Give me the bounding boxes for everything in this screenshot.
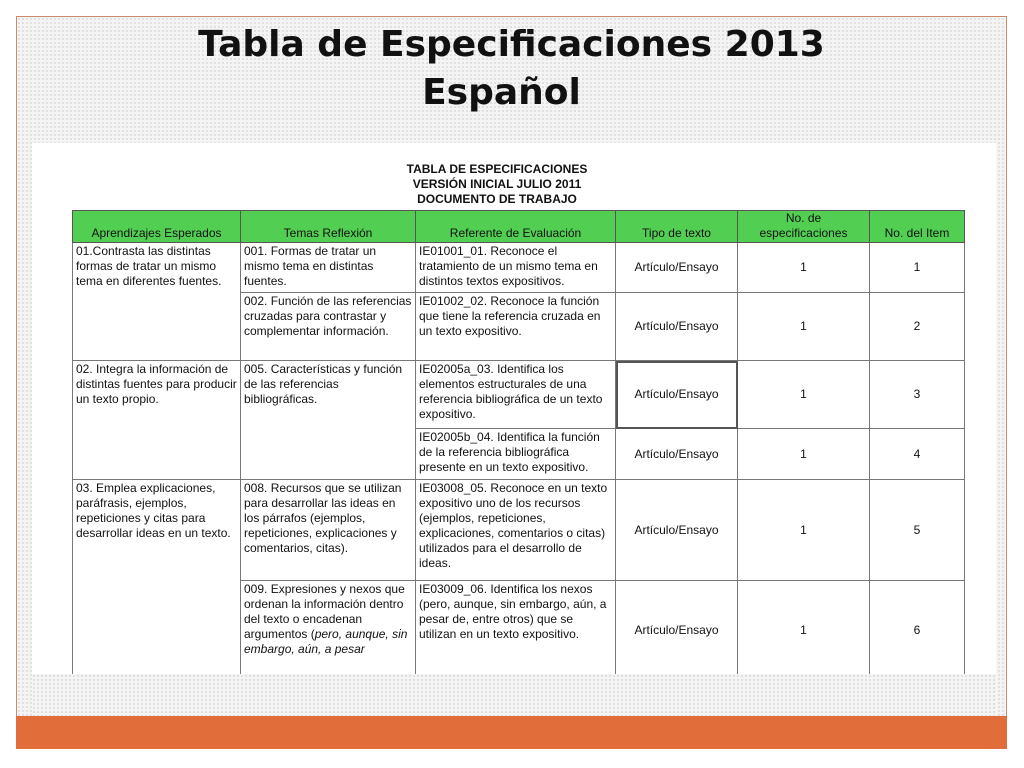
especificaciones-cell: 1 [738, 581, 870, 681]
tema-text: 009. Expresiones y nexos que ordenan la información dentro del texto o encadenan argumentos ( [244, 582, 405, 641]
item-cell: 3 [870, 361, 965, 429]
referente-cell: IE03008_05. Reconoce en un texto expositivo uno de los recursos (ejemplos, repeticiones, explicaciones, comentarios o citas) utilizados para el desarrollo de ideas. [416, 480, 616, 581]
especificaciones-cell: 1 [738, 361, 870, 429]
slide-accent-bar [16, 716, 1007, 749]
referente-cell: IE02005a_03. Identifica los elementos estructurales de una referencia bibliográfica de un texto expositivo. [416, 361, 616, 429]
slide-title: Tabla de Especificaciones 2013 [198, 24, 825, 65]
tema-cell: 001. Formas de tratar un mismo tema en distintas fuentes. [241, 243, 416, 293]
slide-subtitle: Español [422, 72, 581, 113]
aprendizaje-cell: 03. Emplea explicaciones, paráfrasis, ejemplos, repeticiones y citas para desarrollar ideas en un texto. [73, 480, 241, 681]
table-row [73, 361, 965, 429]
referente-cell: IE01002_02. Reconoce la función que tiene la referencia cruzada en un texto expositivo. [416, 293, 616, 361]
item-cell: 6 [870, 581, 965, 681]
item-cell: 4 [870, 429, 965, 480]
column-header: No. del Item [870, 211, 965, 243]
referente-cell: IE03009_06. Identifica los nexos (pero, aunque, sin embargo, aún, a pesar de, entre otros) que se utilizan en un texto expositivo. [416, 581, 616, 681]
document-crop-edge [32, 674, 996, 716]
document-heading-line: DOCUMENTO DE TRABAJO [417, 192, 577, 206]
document-heading-line: TABLA DE ESPECIFICACIONES [406, 162, 588, 176]
especificaciones-cell: 1 [738, 293, 870, 361]
document-heading-line: VERSIÓN INICIAL JULIO 2011 [412, 177, 582, 191]
item-cell: 1 [870, 243, 965, 293]
column-header: No. de especificaciones [738, 211, 870, 243]
specifications-table [72, 210, 965, 681]
tema-cell [241, 581, 416, 681]
tema-italic-text: pero, aunque, sin embargo, aún, a pesar [244, 627, 408, 656]
tipo-cell: Artículo/Ensayo [616, 243, 738, 293]
tipo-cell: Artículo/Ensayo [616, 429, 738, 480]
item-cell: 5 [870, 480, 965, 581]
tipo-cell: Artículo/Ensayo [616, 581, 738, 681]
aprendizaje-cell: 01.Contrasta las distintas formas de tratar un mismo tema en diferentes fuentes. [73, 243, 241, 361]
especificaciones-cell: 1 [738, 429, 870, 480]
especificaciones-cell: 1 [738, 243, 870, 293]
column-header: Referente de Evaluación [416, 211, 616, 243]
item-cell: 2 [870, 293, 965, 361]
tipo-cell-selected[interactable]: Artículo/Ensayo [616, 361, 738, 429]
tema-cell: 008. Recursos que se utilizan para desarrollar las ideas en los párrafos (ejemplos, repeticiones, explicaciones y comentarios, citas). [241, 480, 416, 581]
table-row [73, 480, 965, 581]
tipo-cell: Artículo/Ensayo [616, 480, 738, 581]
column-header: Tipo de texto [616, 211, 738, 243]
aprendizaje-cell: 02. Integra la información de distintas fuentes para producir un texto propio. [73, 361, 241, 480]
table-row [73, 243, 965, 293]
table-header-row [73, 211, 965, 243]
document-heading [0, 162, 1024, 207]
referente-cell: IE02005b_04. Identifica la función de la referencia bibliográfica presente en un texto expositivo. [416, 429, 616, 480]
tipo-cell: Artículo/Ensayo [616, 293, 738, 361]
column-header: Temas Reflexión [241, 211, 416, 243]
tema-cell: 005. Características y función de las referencias bibliográficas. [241, 361, 416, 480]
column-header: Aprendizajes Esperados [73, 211, 241, 243]
especificaciones-cell: 1 [738, 480, 870, 581]
referente-cell: IE01001_01. Reconoce el tratamiento de un mismo tema en distintos textos expositivos. [416, 243, 616, 293]
tema-cell: 002. Función de las referencias cruzadas para contrastar y complementar información. [241, 293, 416, 361]
